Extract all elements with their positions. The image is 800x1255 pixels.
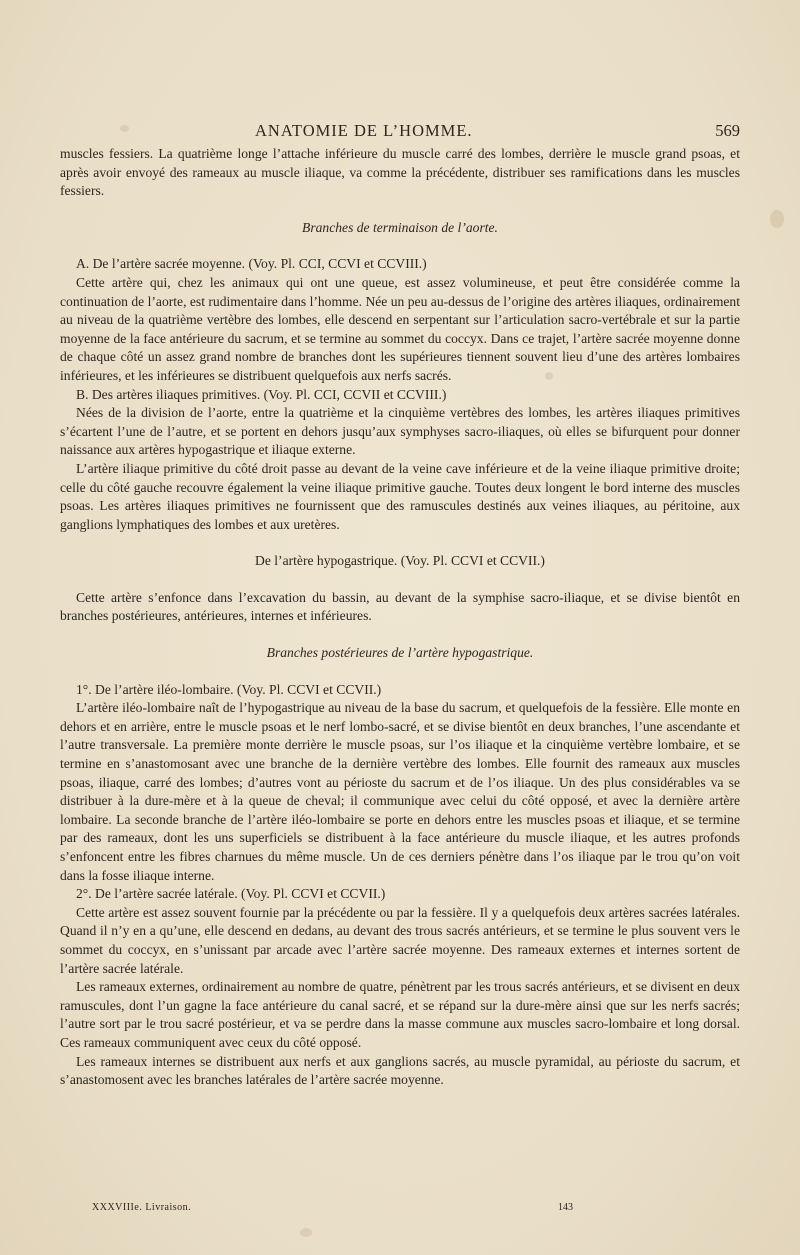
paragraph: L’artère iliaque primitive du côté droit passe au devant de la veine cave inférieure et de la veine iliaque primitive droite; celle du côté gauche recouvre également la veine iliaque primitive gauche. Toutes deux longent le bord interne des muscles psoas. Les artères iliaques primitives ne fournissent que des ramuscules destinés aux veines iliaques, au péritoine, aux ganglions lymphatiques des lombes et aux uretères. <box>60 460 740 532</box>
signature-mark: XXXVIIIe. Livraison. <box>92 1202 192 1213</box>
paragraph: Les rameaux internes se distribuent aux nerfs et aux ganglions sacrés, au muscle pyramidal, au périoste du sacrum, et s’anastomosent avec les branches latérales de l’artère sacrée moyenne. <box>60 1053 740 1088</box>
paragraph: Cette artère est assez souvent fournie par la précédente ou par la fessière. Il y a quelquefois deux artères sacrées latérales. Quand il n’y en a qu’une, elle descend en dedans, au devant des trous sacrés antérieurs, et se termine le plus souvent vers le sommet du coccyx, en s’unissant par arcade avec l’artère sacrée moyenne. Des rameaux externes et internes sortent de l’artère sacrée latérale. <box>60 904 740 976</box>
running-title: ANATOMIE DE L’HOMME. <box>255 121 473 140</box>
paragraph: Les rameaux externes, ordinairement au nombre de quatre, pénètrent par les trous sacrés antérieurs, et se divisent en deux ramuscules, dont l’un gagne la face antérieure du canal sacré, et se répand sur la dure-mère ainsi que sur les nerfs sacrés; l’autre sort par le trou sacré postérieur, et va se perdre dans la masse commune aux muscles sacro-lombaire et long dorsal. Ces rameaux communiquent avec ceux du côté opposé. <box>60 979 740 1050</box>
subsection-heading: A. De l’artère sacrée moyenne. (Voy. Pl. CCI, CCVI et CCVIII.) <box>76 256 427 272</box>
paragraph: muscles fessiers. La quatrième longe l’attache inférieure du muscle carré des lombes, derrière le muscle grand psoas, et après avoir envoyé des rameaux au muscle iliaque, va comme la précédente, distribuer ses ramifications dans les muscles fessiers. <box>60 146 740 199</box>
running-header <box>60 121 740 145</box>
body-text <box>60 145 740 1090</box>
foxing-stain <box>300 1228 312 1237</box>
paragraph: L’artère iléo-lombaire naît de l’hypogastrique au niveau de la base du sacrum, et quelquefois de la fessière. Elle monte en dehors et en arrière, entre le muscle psoas et le nerf lombo-sacré, et se divise bientôt en deux branches, l’une ascendante et l’autre transversale. La première monte derrière le muscle psoas, sur l’os iliaque et la cinquième vertèbre lombaire, et se termine en s’anastomosant avec une branche de la dernière vertèbre des lombes. Elle fournit des rameaux aux muscles psoas, iliaque, carré des lombes; d’autres vont au périoste du sacrum et de l’os iliaque. Un des plus considérables va se distribuer à la dure-mère et à la queue de cheval; il communique avec celui du côté opposé, et avec la dernière artère lombaire. La seconde branche de l’artère iléo-lombaire se porte en dehors entre les muscles psoas et iliaque, et se termine par des rameaux, dont les uns superficiels se distribuent à la face antérieure du muscle iliaque, et les autres profonds s’enfoncent entre les fibres charnues du même muscle. Un de ces derniers pénètre dans l’os iliaque par le trou qu’on voit dans la fosse iliaque interne. <box>60 700 740 883</box>
foxing-stain <box>770 210 784 228</box>
subsection-heading: 1°. De l’artère iléo-lombaire. (Voy. Pl. CCVI et CCVII.) <box>76 681 382 697</box>
sheet-number: 143 <box>558 1202 573 1213</box>
section-heading: Branches de terminaison de l’aorte. <box>302 219 498 235</box>
paragraph: Nées de la division de l’aorte, entre la quatrième et la cinquième vertèbres des lombes, les artères iliaques primitives s’écartent l’une de l’autre, et se portent en dehors jusqu’aux symphyses sacro-iliaques, où elles se bifurquent pour donner naissance aux artères hypogastrique et iliaque externe. <box>60 405 740 458</box>
page-number: 569 <box>715 121 740 140</box>
paragraph: Cette artère s’enfonce dans l’excavation du bassin, au devant de la symphise sacro-iliaque, et se divise bientôt en branches postérieures, antérieures, internes et inférieures. <box>60 589 740 624</box>
subsection-heading: B. Des artères iliaques primitives. (Voy. Pl. CCI, CCVII et CCVIII.) <box>76 386 447 402</box>
subsection-heading: 2°. De l’artère sacrée latérale. (Voy. Pl. CCVI et CCVII.) <box>76 886 386 902</box>
section-heading: De l’artère hypogastrique. (Voy. Pl. CCVI et CCVII.) <box>255 553 545 569</box>
page-footer <box>92 1202 652 1218</box>
section-heading: Branches postérieures de l’artère hypogastrique. <box>266 645 534 661</box>
paragraph: Cette artère qui, chez les animaux qui ont une queue, est assez volumineuse, et peut être considérée comme la continuation de l’aorte, est rudimentaire dans l’homme. Née un peu au-dessus de l’origine des artères iliaques, ordinairement au niveau de la quatrième vertèbre des lombes, elle descend en serpentant sur l’articulation sacro-vertébrale et sur la partie moyenne de la face antérieure du sacrum, et se termine au sommet du coccyx. Dans ce trajet, l’artère sacrée moyenne donne de chaque côté un assez grand nombre de branches dont les supérieures tiennent souvent lieu d’une des artères lombaires inférieures, et les inférieures se distribuent quelquefois aux nerfs sacrés. <box>60 274 740 383</box>
